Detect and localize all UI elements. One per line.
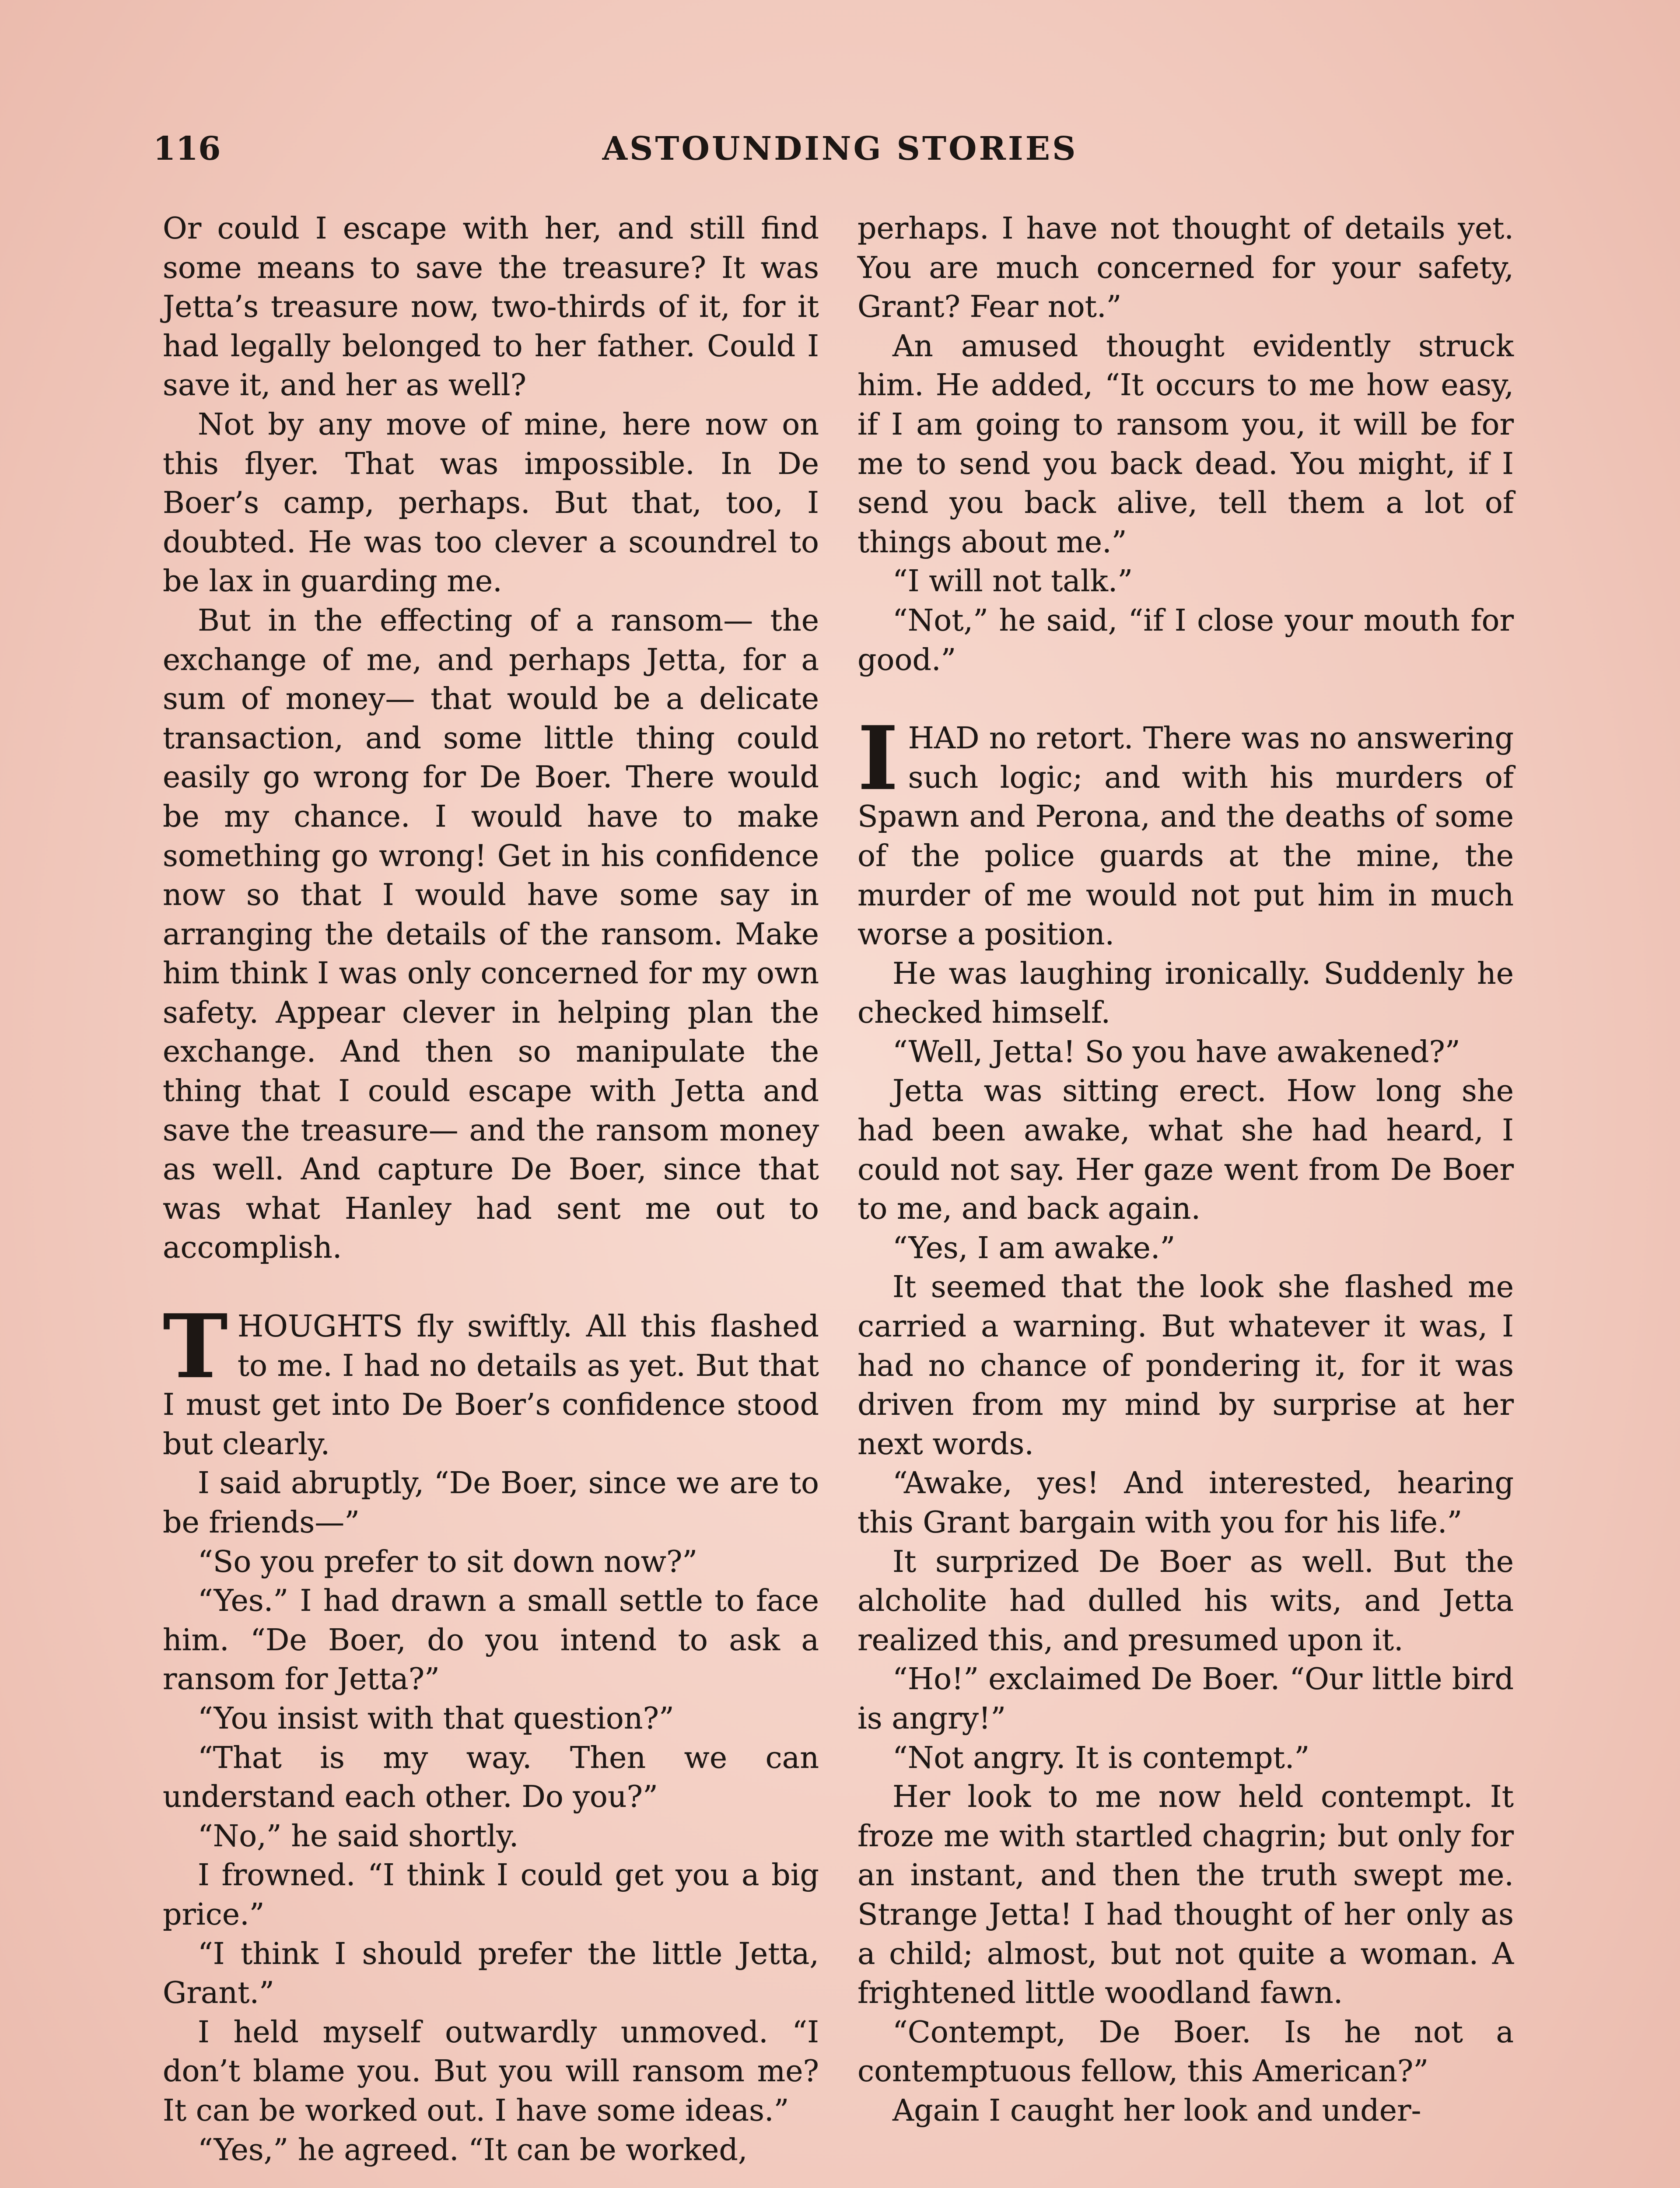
paragraph: It seemed that the look she flashed me carried a warning. But whatever it was, I had no chance of pondering it, for it was driven from my mind by surprise at her next words. — [858, 1270, 1514, 1462]
paragraph: “Yes, I am awake.” — [892, 1231, 1176, 1266]
section-opening-paragraph — [858, 707, 1514, 954]
right-column — [858, 209, 1514, 2131]
paragraph: “Contempt, De Boer. Is he not a contemptuous fellow, this American?” — [858, 2015, 1514, 2089]
paragraph: “Well, Jetta! So you have awakened?” — [892, 1034, 1460, 1069]
paragraph: An amused thought evidently struck him. He added, “It occurs to me how easy, if I am going to ransom you, it will be for me to send you back dead. You might, if I send you back alive, tell them a lot of things about me.” — [858, 329, 1514, 560]
page-header — [0, 127, 1680, 179]
paragraph: He was laughing ironically. Suddenly he checked himself. — [858, 956, 1514, 1031]
paragraph: “Yes.” I had drawn a small settle to face him. “De Boer, do you intend to ask a ransom for Jetta?” — [163, 1584, 819, 1697]
paragraph-text: HOUGHTS fly swiftly. All this flashed to me. I had no details as yet. But that I must get into De Boer’s confidence stood but clearly. — [163, 1309, 819, 1462]
paragraph: “Not angry. It is contempt.” — [892, 1740, 1310, 1775]
drop-cap: T — [163, 1295, 228, 1399]
paragraph: Again I caught her look and under- — [892, 2093, 1421, 2128]
paragraph-text: HAD no retort. There was no answering such logic; and with his murders of Spawn and Perona, and the deaths of some of the police guards at the mine, the murder of me would not put him in much worse a position. — [858, 721, 1514, 952]
paragraph: Jetta was sitting erect. How long she had been awake, what she had heard, I could not say. Her gaze went from De Boer to me, and back again. — [858, 1074, 1514, 1227]
paragraph: But in the effecting of a ransom— the exchange of me, and perhaps Jetta, for a sum of money— that would be a delicate transaction, and some little thing could easily go wrong for De Boer. There would be my chance. I would have to make something go wrong! Get in his confidence now so that I would have some say in arranging the details of the ransom. Make him think I was only concerned for my own safety. Appear clever in helping plan the exchange. And then so manipulate the thing that I could escape with Jetta and save the treasure— and the ransom money as well. And capture De Boer, since that was what Hanley had sent me out to accomplish. — [163, 603, 819, 1266]
paragraph: I held myself outwardly unmoved. “I don’t blame you. But you will ransom me? It can be worked out. I have some ideas.” — [163, 2015, 819, 2128]
paragraph: Not by any move of mine, here now on this flyer. That was impossible. In De Boer’s camp, perhaps. But that, too, I doubted. He was too clever a scoundrel to be lax in guarding me. — [163, 407, 819, 599]
paragraph: “So you prefer to sit down now?” — [198, 1544, 698, 1579]
paragraph: Or could I escape with her, and still find some means to save the treasure? It was Jetta’s treasure now, two-thirds of it, for it had legally belonged to her father. Could I save it, and her as well? — [163, 211, 819, 403]
drop-cap: I — [858, 707, 899, 810]
paragraph: I said abruptly, “De Boer, since we are to be friends—” — [163, 1466, 819, 1540]
paragraph: “No,” he said shortly. — [198, 1819, 519, 1854]
paragraph: “Yes,” he agreed. “It can be worked, — [198, 2132, 748, 2167]
paragraph: “I will not talk.” — [892, 564, 1133, 599]
paragraph: “Ho!” exclaimed De Boer. “Our little bird is angry!” — [858, 1662, 1514, 1736]
paragraph: “You insist with that question?” — [198, 1701, 674, 1736]
paragraph: It surprized De Boer as well. But the alcholite had dulled his wits, and Jetta realized this, and presumed upon it. — [858, 1544, 1514, 1658]
left-column — [163, 209, 819, 2170]
paragraph: “I think I should prefer the little Jetta, Grant.” — [163, 1936, 819, 2011]
paragraph: perhaps. I have not thought of details yet. You are much concerned for your safety, Grant? Fear not.” — [858, 211, 1514, 325]
paragraph: “That is my way. Then we can understand each other. Do you?” — [163, 1740, 819, 1815]
paragraph: “Awake, yes! And interested, hearing this Grant bargain with you for his life.” — [858, 1466, 1514, 1540]
paragraph: I frowned. “I think I could get you a big price.” — [163, 1858, 819, 1932]
section-opening-paragraph — [163, 1295, 819, 1464]
page-number: 116 — [153, 130, 221, 168]
running-head: ASTOUNDING STORIES — [602, 130, 1078, 168]
paragraph: “Not,” he said, “if I close your mouth for good.” — [858, 603, 1514, 677]
paragraph: Her look to me now held contempt. It froze me with startled chagrin; but only for an instant, and then the truth swept me. Strange Jetta! I had thought of her only as a child; almost, but not quite a woman. A frightened little woodland fawn. — [858, 1780, 1514, 2011]
